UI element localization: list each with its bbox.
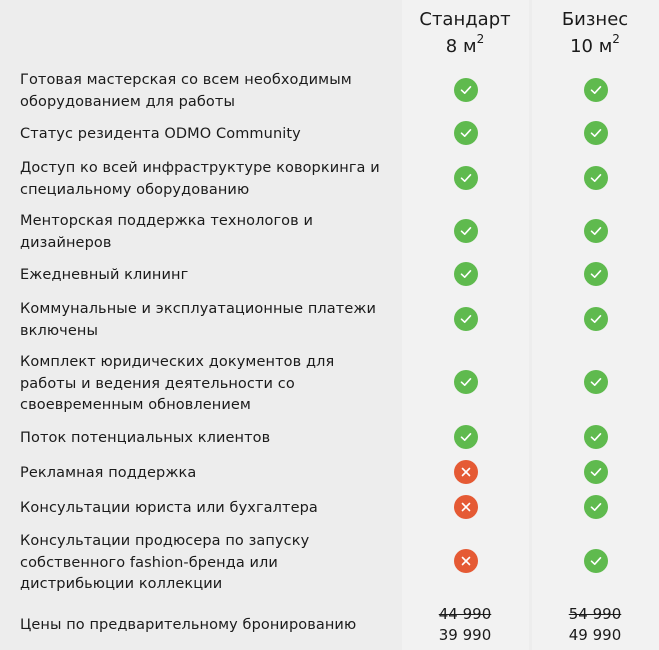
standard-cell [454, 425, 478, 449]
price-label: Цены по предварительному бронированию [20, 617, 357, 633]
business-cell [584, 495, 608, 519]
check-icon [584, 121, 608, 145]
cross-icon [454, 549, 478, 573]
business-cell [584, 425, 608, 449]
check-icon [454, 370, 478, 394]
check-icon [454, 219, 478, 243]
check-icon [584, 166, 608, 190]
feature-label: Статус резидента ODMO Community [20, 126, 301, 142]
feature-label: Комплект юридических документов для работы и ведения деятельности со своевременным обновлением [20, 354, 335, 413]
standard-cell [454, 549, 478, 573]
plan-standard [405, 6, 525, 60]
check-icon [454, 425, 478, 449]
check-icon [584, 78, 608, 102]
business-cell [584, 370, 608, 394]
feature-label: Готовая мастерская со всем необходимым оборудованием для работы [20, 72, 352, 110]
business-cell [584, 460, 608, 484]
business-cell [584, 307, 608, 331]
check-icon [454, 78, 478, 102]
plan-business-size: 10 $м^2$ [570, 32, 620, 57]
standard-cell [454, 262, 478, 286]
cross-icon [454, 495, 478, 519]
check-icon [584, 307, 608, 331]
check-icon [584, 370, 608, 394]
plan-standard-name: Стандарт [419, 9, 511, 30]
business-cell [584, 78, 608, 102]
price-standard-new: 39 990 [438, 626, 492, 644]
feature-label: Консультации юриста или бухгалтера [20, 500, 318, 516]
feature-label: Доступ ко всей инфраструктуре коворкинга и специальному оборудованию [20, 160, 380, 198]
check-icon [454, 166, 478, 190]
price-business-old: 54 990 [568, 605, 622, 623]
check-icon [584, 425, 608, 449]
business-cell [584, 549, 608, 573]
price-business-new: 49 990 [568, 626, 622, 644]
price-business [535, 604, 655, 646]
standard-cell [454, 78, 478, 102]
standard-cell [454, 460, 478, 484]
business-cell [584, 166, 608, 190]
check-icon [454, 262, 478, 286]
plan-business-name: Бизнес [561, 9, 629, 30]
business-cell [584, 121, 608, 145]
plan-standard-size: 8 $м^2$ [445, 32, 485, 57]
standard-cell [454, 166, 478, 190]
plans-header [0, 6, 659, 66]
feature-label: Менторская поддержка технологов и дизайнеров [20, 213, 314, 251]
feature-label: Коммунальные и эксплуатационные платежи включены [20, 301, 377, 339]
standard-cell [454, 495, 478, 519]
business-cell [584, 219, 608, 243]
check-icon [584, 262, 608, 286]
check-icon [584, 495, 608, 519]
business-cell [584, 262, 608, 286]
feature-label: Консультации продюсера по запуску собственного fashion-бренда или дистрибьюции коллекции [20, 533, 310, 592]
standard-cell [454, 121, 478, 145]
feature-label: Поток потенциальных клиентов [20, 430, 271, 446]
standard-cell [454, 370, 478, 394]
price-row [0, 604, 659, 650]
price-standard [405, 604, 525, 646]
standard-cell [454, 307, 478, 331]
check-icon [454, 121, 478, 145]
price-standard-old: 44 990 [438, 605, 492, 623]
feature-label: Рекламная поддержка [20, 465, 197, 481]
cross-icon [454, 460, 478, 484]
plan-business [535, 6, 655, 60]
check-icon [584, 460, 608, 484]
check-icon [584, 549, 608, 573]
check-icon [584, 219, 608, 243]
check-icon [454, 307, 478, 331]
feature-label: Ежедневный клининг [20, 267, 189, 283]
standard-cell [454, 219, 478, 243]
